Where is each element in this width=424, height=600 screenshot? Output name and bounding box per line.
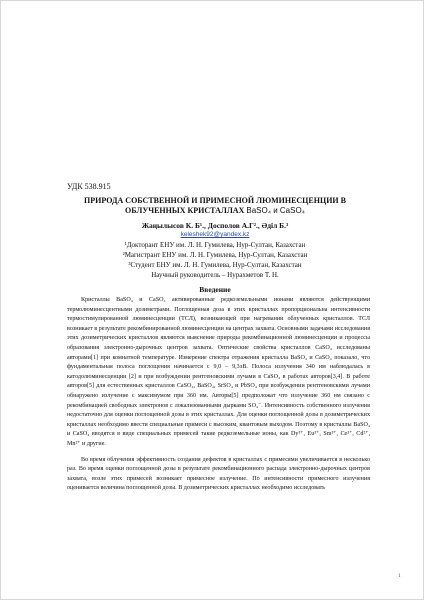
section-title: Введение bbox=[199, 285, 231, 294]
author-email-link[interactable]: keleshek92@yandex.kz bbox=[180, 231, 250, 238]
authors: Жаңылысов К. Б¹., Досполов А.Г²., Әділ Б.³ bbox=[141, 221, 289, 230]
paragraph-1: Кристаллы BaSO₄ и CaSO₄ активированные редкоземельными ионами являются действующими термолюминесцентными дозиметрами. Поглощенная доза в этих кристаллах пропорциональна интенсивности термостимулированной люминесценции (ТСЛ), возникающей при нагревании облученных кристаллов. ТСЛ возникает в результате рекомбинированной люминесценции на центрах захвата. Основными задачами исследования этих дозиметрических кристаллов являются выяснение природы рекомбинационной люминесценции и процессы образования электронно-дырочных центров захвата. Оптические свойства кристаллов CaSO₄ исследованы авторами[1] при комнатной температуре. Измерение спектра отражения кристалла BaSO₄ и CaSO₄ показало, что фундаментальная полоса поглощения начинается с 9,0 – 9,3эВ. Полоса излучения 340 им наблюдалась в катодолюминесценции [2] и при возбуждении рентгеновскими лучами в CaSO₄ в работах авторов[3,4]. В работе авторов[5] для естественных кристаллов CaSO₄, BaSO₄, SrSO₄ и PbSO₄ при возбуждении рентгеновскими лучами обнаружено излучение с максимумом при 360 нм. Авторы[5] предположат что излучение 360 нм связано с рекомбинацией свободных электронов с локализованными дырками SO₄⁻. Интенсивность собственного излучения недостаточно для оценки поглощенной дозы в этих кристаллах. Для оценки поглощенной дозы в дозиметрических кристаллах необходимо ввести специальные примеси с высоким, квантовым выходом. Поэтому в кристаллы BaSO₄ и CaSO₄ вводятся в виде специальных примесей такие редкоземельные ионы, как Dy³⁺, Eu³⁺, Sm³⁺, Ce³⁺, Cd²⁺, Mn²⁺ и другие. bbox=[67, 297, 370, 447]
supervisor: Научный руководитель – Нурахметов Т. Н. bbox=[151, 271, 279, 279]
paragraph-2: Во время облучения эффективность создания дефектов в кристаллах с примесями увеличивается в несколько раз. Во время оценки поглощенной дозы в результате рекомбинационного распада электронно-дырочных центров захвата, возле этих примесей возникает примесное излучение. По интенсивности примесного излучения оценивается величина поглощенной дозы. В дозиметрических кристаллах необходимо исследовать bbox=[67, 456, 370, 492]
affiliation-3: ³Студент ЕНУ им. Л. Н. Гумилева, Нур-Султан, Казахстан bbox=[128, 261, 302, 269]
title-line-1: ПРИРОДА СОБСТВЕННОЙ И ПРИМЕСНОЙ ЛЮМИНЕСЦЕНЦИИ В bbox=[84, 196, 346, 205]
page-number: 1 bbox=[398, 573, 401, 579]
paper-title bbox=[41, 196, 389, 216]
affiliation-1: ¹Докторант ЕНУ им. Л. Н. Гумилева, Нур-Султан, Казахстан bbox=[124, 241, 306, 249]
affiliation-2: ²Магистрант ЕНУ им. Л. Н. Гумилева, Нур-Султан, Казахстан bbox=[122, 251, 308, 259]
title-line-2 bbox=[41, 206, 389, 216]
title-line-2-bold: ОБЛУЧЕННЫХ КРИСТАЛЛАХ bbox=[125, 206, 245, 215]
body-text bbox=[67, 296, 370, 494]
udk-code: УДК 538.915 bbox=[67, 182, 111, 191]
title-line-2-formula: BaSO₄ и CaSO₄ bbox=[246, 206, 305, 215]
